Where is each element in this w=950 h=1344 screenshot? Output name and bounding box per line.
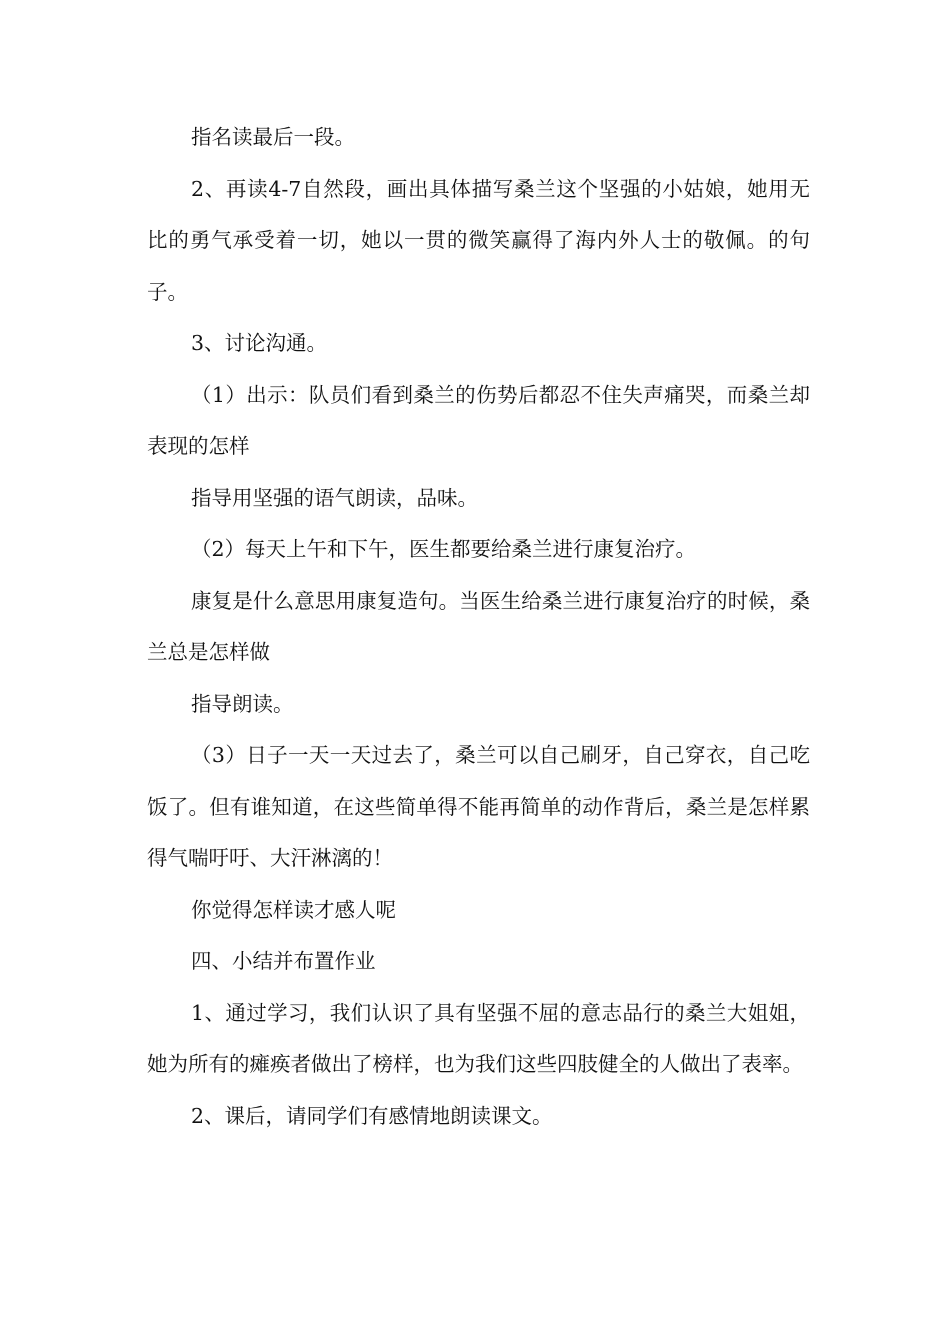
section-heading-summary: 四、小结并布置作业 bbox=[191, 949, 376, 973]
paragraph-summary-2: 2、课后，请同学们有感情地朗读课文。 bbox=[191, 1103, 553, 1128]
paragraph-rehab-question: 康复是什么意思用康复造句。当医生给桑兰进行康复治疗的时候，桑兰总是怎样做 bbox=[147, 588, 810, 664]
paragraph-step-2: 2、再读4-7自然段，画出具体描写桑兰这个坚强的小姑娘，她用无比的勇气承受着一切，她以一贯的微笑赢得了海内外人士的敬佩。的句子。 bbox=[147, 176, 810, 304]
document-body bbox=[147, 112, 810, 1142]
paragraph-reading-guide-1: 指导用坚强的语气朗读，品味。 bbox=[191, 485, 478, 510]
paragraph-instruction: 指名读最后一段。 bbox=[191, 125, 355, 149]
paragraph-reading-question: 你觉得怎样读才感人呢 bbox=[191, 897, 396, 922]
paragraph-point-2: （2）每天上午和下午，医生都要给桑兰进行康复治疗。 bbox=[191, 537, 697, 561]
paragraph-point-1: （1）出示：队员们看到桑兰的伤势后都忍不住失声痛哭，而桑兰却表现的怎样 bbox=[147, 382, 810, 458]
paragraph-point-3: （3）日子一天一天过去了，桑兰可以自己刷牙，自己穿衣，自己吃饭了。但有谁知道，在这些简单得不能再简单的动作背后，桑兰是怎样累得气喘吁吁、大汗淋漓的！ bbox=[147, 743, 810, 870]
paragraph-reading-guide-2: 指导朗读。 bbox=[191, 691, 294, 716]
paragraph-summary-1: 1、通过学习，我们认识了具有坚强不屈的意志品行的桑兰大姐姐，她为所有的瘫痪者做出了榜样，也为我们这些四肢健全的人做出了表率。 bbox=[147, 1000, 810, 1076]
paragraph-step-3: 3、讨论沟通。 bbox=[191, 331, 328, 355]
